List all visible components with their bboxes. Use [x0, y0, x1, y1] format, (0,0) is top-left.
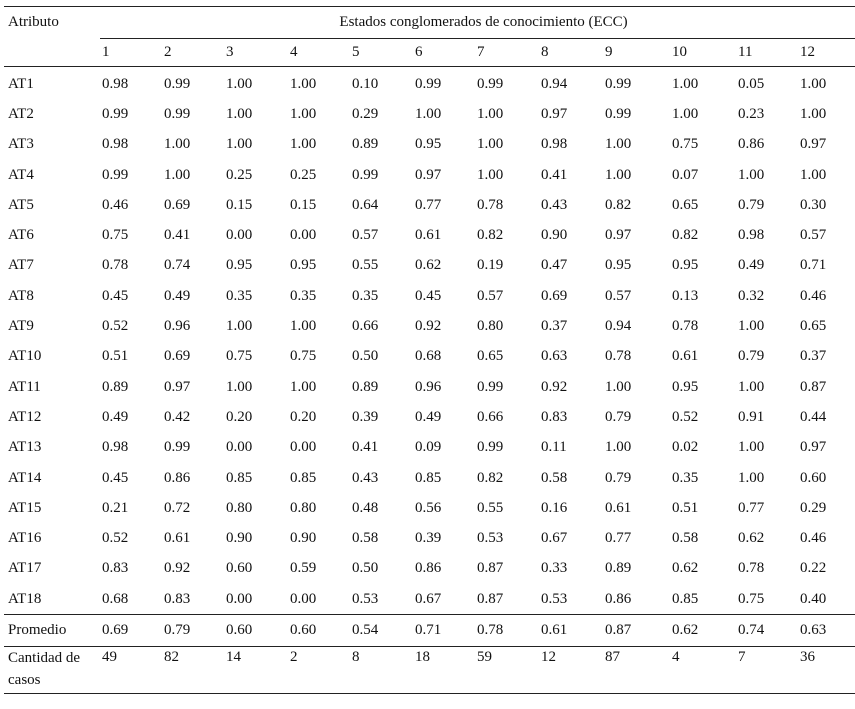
table-cell: 0.00 [226, 439, 253, 456]
table-row [4, 342, 855, 372]
table-cell: 1.00 [226, 75, 253, 92]
table-cell: 0.98 [102, 439, 129, 456]
header-row-group [4, 7, 855, 39]
table-row [4, 493, 855, 523]
count-row-cell: 18 [413, 647, 475, 694]
count-row-cell: 49 [100, 647, 162, 694]
table-cell: 0.92 [164, 560, 191, 577]
table-cell: 0.67 [541, 530, 568, 547]
table-cell: 0.99 [164, 439, 191, 456]
table-cell: 0.00 [290, 227, 317, 244]
table-cell: 0.61 [605, 499, 632, 516]
table-cell: 0.52 [102, 530, 129, 547]
table-cell: 0.75 [290, 348, 317, 365]
column-header-4: 4 [288, 39, 350, 67]
table-cell: 0.95 [290, 257, 317, 274]
table-cell: 0.35 [290, 287, 317, 304]
average-row-cell: 0.79 [162, 615, 224, 647]
count-row-cell: 2 [288, 647, 350, 694]
table-cell: 0.97 [800, 439, 827, 456]
table-cell: 0.80 [226, 499, 253, 516]
table-cell: 1.00 [290, 136, 317, 153]
table-cell: 0.23 [738, 105, 765, 122]
table-cell: 0.10 [352, 75, 379, 92]
table-cell: 0.62 [415, 257, 442, 274]
table-cell: 0.37 [800, 348, 827, 365]
table-cell: 0.89 [605, 560, 632, 577]
table-cell: 1.00 [290, 75, 317, 92]
row-label: AT17 [8, 560, 42, 577]
table-cell: 0.99 [477, 75, 504, 92]
table-cell: 0.85 [290, 469, 317, 486]
table-cell: 1.00 [800, 166, 827, 183]
table-cell: 0.20 [226, 408, 253, 425]
average-row [4, 615, 855, 647]
table-cell: 1.00 [290, 378, 317, 395]
table-cell: 0.86 [415, 560, 442, 577]
table-cell: 0.87 [800, 378, 827, 395]
average-row-cell: 0.71 [413, 615, 475, 647]
row-label: AT7 [8, 257, 34, 274]
header-blank-cell [4, 39, 100, 67]
table-cell: 0.75 [672, 136, 699, 153]
table-cell: 0.43 [352, 469, 379, 486]
table-cell: 0.89 [352, 378, 379, 395]
table-cell: 0.95 [226, 257, 253, 274]
table-cell: 0.41 [352, 439, 379, 456]
table-cell: 1.00 [164, 136, 191, 153]
column-header-2: 2 [162, 39, 224, 67]
table-cell: 0.72 [164, 499, 191, 516]
table-cell: 0.95 [672, 378, 699, 395]
table-cell: 0.40 [800, 590, 827, 607]
table-cell: 0.82 [477, 227, 504, 244]
table-cell: 0.87 [477, 590, 504, 607]
table-cell: 0.68 [102, 590, 129, 607]
table-cell: 0.75 [102, 227, 129, 244]
count-row-cell: 14 [224, 647, 288, 694]
attribute-header: Atributo [4, 7, 100, 39]
table-row [4, 311, 855, 341]
table-cell: 1.00 [164, 166, 191, 183]
table-cell: 1.00 [226, 136, 253, 153]
table-row [4, 372, 855, 402]
table-cell: 1.00 [226, 378, 253, 395]
table-cell: 0.19 [477, 257, 504, 274]
table-cell: 0.58 [672, 530, 699, 547]
table-cell: 0.60 [226, 560, 253, 577]
table-cell: 0.65 [672, 196, 699, 213]
column-header-12: 12 [798, 39, 855, 67]
table-cell: 1.00 [477, 105, 504, 122]
table-cell: 0.58 [541, 469, 568, 486]
row-label: AT2 [8, 105, 34, 122]
row-label: AT15 [8, 499, 42, 516]
table-cell: 0.49 [102, 408, 129, 425]
table-cell: 0.52 [102, 318, 129, 335]
average-row-cell: 0.54 [350, 615, 413, 647]
table-row [4, 220, 855, 250]
table-cell: 0.99 [102, 166, 129, 183]
table-cell: 1.00 [605, 166, 632, 183]
table-row [4, 433, 855, 463]
table-cell: 0.85 [415, 469, 442, 486]
table-cell: 0.30 [800, 196, 827, 213]
table-cell: 0.85 [672, 590, 699, 607]
count-row-cell: 59 [475, 647, 539, 694]
column-header-11: 11 [736, 39, 798, 67]
table-cell: 0.92 [541, 378, 568, 395]
table-cell: 0.29 [352, 105, 379, 122]
row-label: AT8 [8, 287, 34, 304]
table-cell: 0.83 [164, 590, 191, 607]
table-row [4, 160, 855, 190]
table-cell: 0.82 [672, 227, 699, 244]
table-cell: 0.57 [352, 227, 379, 244]
table-cell: 0.45 [102, 287, 129, 304]
average-row-cell: 0.87 [603, 615, 670, 647]
table-cell: 0.77 [738, 499, 765, 516]
table-cell: 0.71 [800, 257, 827, 274]
table-cell: 0.57 [477, 287, 504, 304]
table-cell: 0.49 [738, 257, 765, 274]
table-cell: 0.99 [102, 105, 129, 122]
table-cell: 0.67 [415, 590, 442, 607]
table-cell: 0.78 [477, 196, 504, 213]
table-cell: 0.00 [290, 590, 317, 607]
table-cell: 0.13 [672, 287, 699, 304]
table-cell: 0.98 [102, 136, 129, 153]
table-cell: 0.02 [672, 439, 699, 456]
table-cell: 0.68 [415, 348, 442, 365]
table-cell: 0.94 [541, 75, 568, 92]
table-cell: 0.95 [605, 257, 632, 274]
column-header-7: 7 [475, 39, 539, 67]
table-cell: 0.57 [800, 227, 827, 244]
table-cell: 0.49 [415, 408, 442, 425]
table-cell: 0.52 [672, 408, 699, 425]
table-cell: 0.99 [352, 166, 379, 183]
table-cell: 0.62 [672, 560, 699, 577]
count-row-label: Cantidad de casos [4, 647, 100, 694]
table-cell: 0.69 [541, 287, 568, 304]
table-cell: 0.35 [672, 469, 699, 486]
table-cell: 0.60 [800, 469, 827, 486]
average-row-cell: 0.60 [224, 615, 288, 647]
table-cell: 0.56 [415, 499, 442, 516]
table-cell: 0.46 [102, 196, 129, 213]
table-cell: 0.97 [541, 105, 568, 122]
table-cell: 0.48 [352, 499, 379, 516]
table-cell: 0.51 [102, 348, 129, 365]
table-cell: 0.45 [102, 469, 129, 486]
ecc-table [4, 6, 855, 694]
table-cell: 0.46 [800, 287, 827, 304]
header-row-columns [4, 39, 855, 67]
table-cell: 0.66 [352, 318, 379, 335]
table-cell: 0.97 [415, 166, 442, 183]
count-row [4, 647, 855, 694]
table-cell: 0.77 [415, 196, 442, 213]
table-cell: 0.79 [738, 196, 765, 213]
table-cell: 0.35 [226, 287, 253, 304]
table-cell: 0.79 [605, 469, 632, 486]
table-cell: 0.63 [541, 348, 568, 365]
table-cell: 0.55 [477, 499, 504, 516]
table-cell: 1.00 [738, 439, 765, 456]
table-cell: 0.29 [800, 499, 827, 516]
table-cell: 1.00 [605, 378, 632, 395]
row-label: AT9 [8, 318, 34, 335]
table-cell: 0.55 [352, 257, 379, 274]
table-cell: 0.57 [605, 287, 632, 304]
table-cell: 0.80 [290, 499, 317, 516]
table-cell: 0.99 [477, 378, 504, 395]
table-cell: 0.20 [290, 408, 317, 425]
column-header-9: 9 [603, 39, 670, 67]
table-cell: 0.50 [352, 560, 379, 577]
table-cell: 0.99 [415, 75, 442, 92]
table-cell: 0.91 [738, 408, 765, 425]
table-cell: 0.50 [352, 348, 379, 365]
table-cell: 0.89 [352, 136, 379, 153]
row-label: AT13 [8, 439, 42, 456]
average-row-cell: 0.69 [100, 615, 162, 647]
average-row-cell: 0.63 [798, 615, 855, 647]
table-cell: 0.25 [290, 166, 317, 183]
table-cell: 0.41 [164, 227, 191, 244]
row-label: AT18 [8, 590, 42, 607]
table-row [4, 99, 855, 129]
table-cell: 0.66 [477, 408, 504, 425]
table-cell: 0.82 [605, 196, 632, 213]
table-cell: 0.49 [164, 287, 191, 304]
table-cell: 0.96 [164, 318, 191, 335]
row-label: AT11 [8, 378, 41, 395]
table-cell: 0.80 [477, 318, 504, 335]
column-header-3: 3 [224, 39, 288, 67]
table-cell: 0.78 [672, 318, 699, 335]
table-cell: 0.99 [164, 75, 191, 92]
table-cell: 0.15 [290, 196, 317, 213]
table-cell: 0.65 [477, 348, 504, 365]
table-cell: 0.11 [541, 439, 567, 456]
row-label: AT10 [8, 348, 42, 365]
table-cell: 0.90 [541, 227, 568, 244]
table-cell: 0.37 [541, 318, 568, 335]
table-cell: 0.61 [415, 227, 442, 244]
table-cell: 0.96 [415, 378, 442, 395]
column-header-5: 5 [350, 39, 413, 67]
table-cell: 0.69 [164, 348, 191, 365]
row-label: AT5 [8, 196, 34, 213]
table-cell: 0.95 [672, 257, 699, 274]
average-row-label: Promedio [4, 615, 100, 647]
table-cell: 0.78 [605, 348, 632, 365]
table-cell: 0.59 [290, 560, 317, 577]
table-cell: 0.82 [477, 469, 504, 486]
table-cell: 0.99 [605, 75, 632, 92]
count-row-cell: 8 [350, 647, 413, 694]
row-label: AT4 [8, 166, 34, 183]
table-cell: 0.75 [226, 348, 253, 365]
table-cell: 0.00 [226, 590, 253, 607]
table-cell: 0.95 [415, 136, 442, 153]
column-header-1: 1 [100, 39, 162, 67]
table-cell: 0.94 [605, 318, 632, 335]
table-cell: 0.42 [164, 408, 191, 425]
group-header: Estados conglomerados de conocimiento (ECC) [100, 7, 855, 39]
column-header-10: 10 [670, 39, 736, 67]
table-cell: 1.00 [800, 105, 827, 122]
table-cell: 0.05 [738, 75, 765, 92]
table-cell: 1.00 [672, 105, 699, 122]
table-cell: 0.51 [672, 499, 699, 516]
table-cell: 0.43 [541, 196, 568, 213]
average-row-cell: 0.78 [475, 615, 539, 647]
table-cell: 1.00 [477, 136, 504, 153]
table-cell: 0.58 [352, 530, 379, 547]
table-cell: 1.00 [738, 318, 765, 335]
row-label: AT6 [8, 227, 34, 244]
table-cell: 0.21 [102, 499, 129, 516]
count-row-cell: 7 [736, 647, 798, 694]
table-cell: 0.97 [164, 378, 191, 395]
table-cell: 0.86 [605, 590, 632, 607]
table-cell: 0.74 [164, 257, 191, 274]
row-label: AT1 [8, 75, 34, 92]
table-cell: 0.39 [415, 530, 442, 547]
table-cell: 0.92 [415, 318, 442, 335]
average-row-cell: 0.61 [539, 615, 603, 647]
table-cell: 0.53 [352, 590, 379, 607]
table-cell: 1.00 [290, 318, 317, 335]
table-cell: 1.00 [226, 105, 253, 122]
count-row-cell: 12 [539, 647, 603, 694]
table-cell: 0.41 [541, 166, 568, 183]
table-cell: 1.00 [415, 105, 442, 122]
table-cell: 0.61 [672, 348, 699, 365]
table-cell: 0.07 [672, 166, 699, 183]
table-cell: 0.75 [738, 590, 765, 607]
table-cell: 1.00 [800, 75, 827, 92]
table-cell: 1.00 [477, 166, 504, 183]
table-cell: 0.64 [352, 196, 379, 213]
average-row-cell: 0.60 [288, 615, 350, 647]
table-row [4, 190, 855, 220]
table-cell: 0.33 [541, 560, 568, 577]
table-cell: 0.98 [541, 136, 568, 153]
table-cell: 0.39 [352, 408, 379, 425]
table-cell: 0.65 [800, 318, 827, 335]
average-row-cell: 0.62 [670, 615, 736, 647]
table-cell: 0.00 [226, 227, 253, 244]
table-cell: 0.90 [226, 530, 253, 547]
table-cell: 1.00 [738, 469, 765, 486]
table-cell: 0.47 [541, 257, 568, 274]
table-row [4, 523, 855, 553]
table-row [4, 130, 855, 160]
table-cell: 0.87 [477, 560, 504, 577]
count-row-cell: 4 [670, 647, 736, 694]
table-cell: 1.00 [738, 378, 765, 395]
table-cell: 0.44 [800, 408, 827, 425]
table-cell: 0.83 [102, 560, 129, 577]
column-header-6: 6 [413, 39, 475, 67]
table-row [4, 402, 855, 432]
table-cell: 0.77 [605, 530, 632, 547]
table-cell: 0.79 [738, 348, 765, 365]
table-cell: 0.32 [738, 287, 765, 304]
row-label: AT14 [8, 469, 42, 486]
table-cell: 0.97 [605, 227, 632, 244]
table-row [4, 463, 855, 493]
table-cell: 0.35 [352, 287, 379, 304]
table-cell: 0.46 [800, 530, 827, 547]
table-cell: 0.99 [477, 439, 504, 456]
column-header-8: 8 [539, 39, 603, 67]
table-row [4, 554, 855, 584]
table-cell: 0.89 [102, 378, 129, 395]
table-cell: 0.25 [226, 166, 253, 183]
table-row [4, 281, 855, 311]
table-cell: 0.86 [164, 469, 191, 486]
table-row [4, 67, 855, 100]
table-row [4, 584, 855, 615]
table-cell: 0.00 [290, 439, 317, 456]
table-cell: 0.78 [738, 560, 765, 577]
table-cell: 0.15 [226, 196, 253, 213]
count-row-cell: 82 [162, 647, 224, 694]
table-cell: 0.09 [415, 439, 442, 456]
table-cell: 1.00 [226, 318, 253, 335]
table-cell: 0.53 [477, 530, 504, 547]
table-cell: 0.69 [164, 196, 191, 213]
table-cell: 0.99 [164, 105, 191, 122]
table-row [4, 251, 855, 281]
table-cell: 0.83 [541, 408, 568, 425]
table-cell: 0.98 [102, 75, 129, 92]
table-cell: 0.90 [290, 530, 317, 547]
table-cell: 1.00 [605, 136, 632, 153]
table-cell: 1.00 [738, 166, 765, 183]
table-cell: 0.98 [738, 227, 765, 244]
table-cell: 0.62 [738, 530, 765, 547]
table-cell: 0.79 [605, 408, 632, 425]
table-cell: 1.00 [605, 439, 632, 456]
table-cell: 0.16 [541, 499, 568, 516]
table-cell: 0.78 [102, 257, 129, 274]
average-row-cell: 0.74 [736, 615, 798, 647]
table-cell: 0.53 [541, 590, 568, 607]
row-label: AT16 [8, 530, 42, 547]
table-cell: 0.97 [800, 136, 827, 153]
table-cell: 0.61 [164, 530, 191, 547]
table-cell: 1.00 [290, 105, 317, 122]
table-cell: 0.85 [226, 469, 253, 486]
table-cell: 0.86 [738, 136, 765, 153]
table-cell: 0.99 [605, 105, 632, 122]
count-row-cell: 87 [603, 647, 670, 694]
row-label: AT12 [8, 408, 42, 425]
count-row-cell: 36 [798, 647, 855, 694]
table-cell: 0.45 [415, 287, 442, 304]
row-label: AT3 [8, 136, 34, 153]
table-cell: 0.22 [800, 560, 827, 577]
table-cell: 1.00 [672, 75, 699, 92]
